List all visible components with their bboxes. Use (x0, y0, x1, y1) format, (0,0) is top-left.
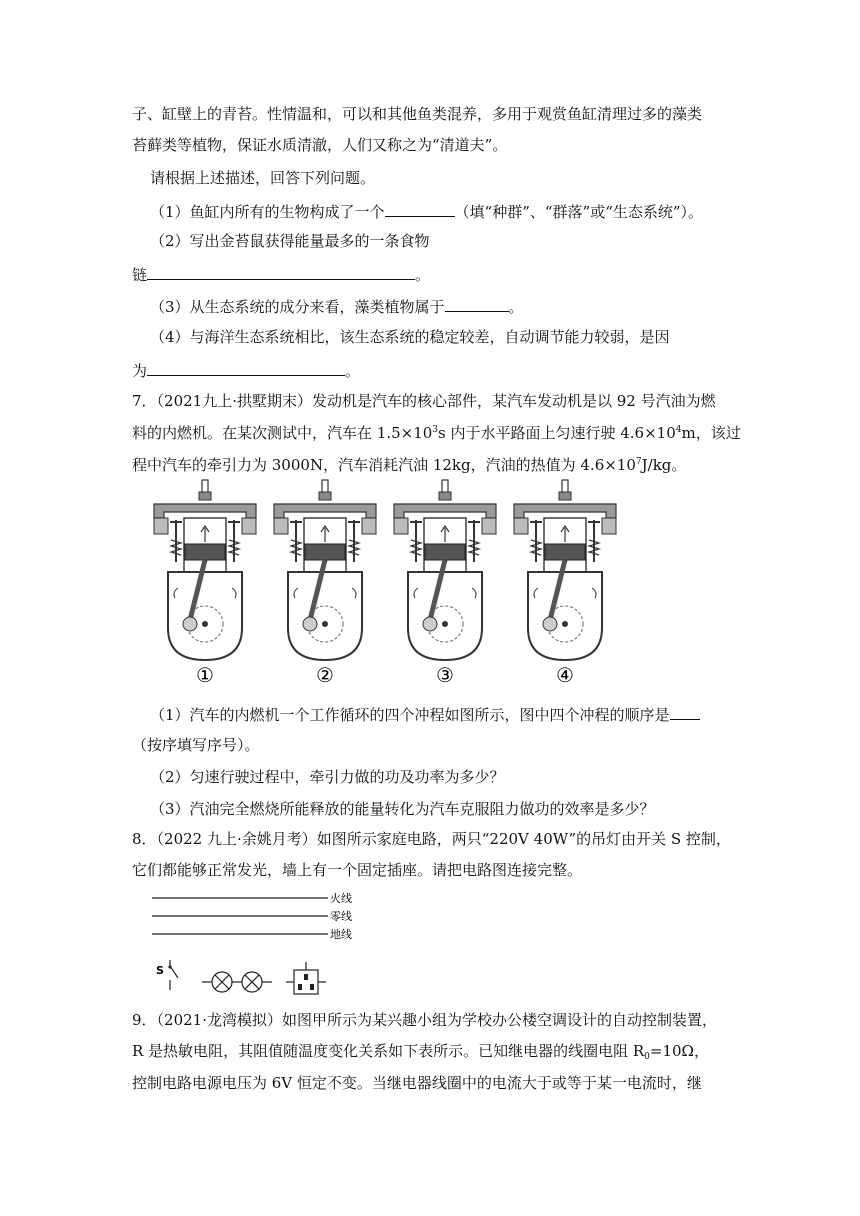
question-7-3: （3）汽油完全燃烧所能释放的能量转化为汽车克服阻力做功的效率是多少？ (150, 800, 655, 818)
text-line (132, 423, 741, 443)
exponent: 3 (432, 425, 439, 435)
text: m，该过 (681, 424, 741, 442)
text: 料的内燃机。在某次测试中，汽车在 1.5×10 (132, 424, 433, 442)
answer-blank[interactable] (147, 263, 415, 280)
text: （1）汽车的内燃机一个工作循环的四个冲程如图所示，图中四个冲程的顺序是 (150, 706, 670, 724)
text: J/kg。 (641, 456, 687, 474)
question-7-1-continued: （按序填写序号）。 (132, 736, 260, 754)
question-6-4: （4）与海洋生态系统相比，该生态系统的稳定较差，自动调节能力较弱，是因 (150, 328, 670, 346)
ground-wire-label: 地线 (330, 928, 352, 941)
question-6-3 (150, 295, 524, 317)
text-line: 子、缸壁上的青苔。性情温和，可以和其他鱼类混养，多用于观赏鱼缸清理过多的藻类 (132, 105, 703, 123)
wall-socket-icon (286, 962, 326, 994)
exponent: 7 (635, 457, 642, 467)
text: 。 (415, 266, 431, 284)
answer-blank[interactable] (445, 295, 509, 312)
household-circuit-figure (150, 886, 360, 998)
question-9-heading: 9．（2021·龙湾模拟）如图甲所示为某兴趣小组为学校办公楼空调设计的自动控制装置， (132, 1011, 717, 1029)
lamp-icon (242, 972, 262, 992)
question-7-heading: 7．（2021九上·拱墅期末）发动机是汽车的核心部件，某汽车发动机是以 92 号汽油为燃 (132, 392, 716, 410)
lamp-icon (212, 972, 232, 992)
neutral-wire-label: 零线 (330, 910, 352, 923)
question-7-2: （2）匀速行驶过程中，牵引力做的功及功率为多少？ (150, 768, 505, 786)
answer-blank[interactable] (385, 200, 455, 217)
text: 。 (508, 298, 524, 316)
subscript: 0 (644, 1052, 650, 1062)
answer-blank[interactable] (670, 703, 700, 720)
text: 程中汽车的牵引力为 3000N，汽车消耗汽油 12kg，汽油的热值为 4.6×10 (132, 456, 636, 474)
text: （1）鱼缸内所有的生物构成了一个 (150, 203, 385, 221)
text: 。 (345, 362, 361, 380)
text-line: 请根据上述描述，回答下列问题。 (150, 169, 376, 187)
switch-pivot (168, 965, 171, 968)
engine-label-2: ② (316, 663, 334, 687)
engine-label-3: ③ (436, 663, 454, 687)
question-6-4-continued (132, 359, 360, 381)
text-line (132, 1041, 709, 1061)
live-wire-label: 火线 (330, 892, 352, 905)
text: s 内于水平路面上匀速行驶 4.6×10 (438, 424, 676, 442)
engine-label-1: ① (196, 663, 214, 687)
engine-label-4: ④ (556, 663, 574, 687)
text: （3）从生态系统的成分来看，藻类植物属于 (150, 298, 445, 316)
question-6-2-continued (132, 263, 430, 285)
engine-strokes-figure (150, 478, 630, 688)
question-7-1 (150, 703, 700, 725)
text: =10Ω， (649, 1042, 709, 1060)
text: （填“种群”、“群落”或“生态系统”）。 (454, 203, 704, 221)
question-6-2: （2）写出金苔鼠获得能量最多的一条食物 (150, 232, 430, 250)
text: R 是热敏电阻，其阻值随温度变化关系如下表所示。已知继电器的线圈电阻 R (132, 1042, 645, 1060)
text-line (132, 455, 686, 475)
answer-blank[interactable] (147, 359, 345, 376)
text-line: 控制电路电源电压为 6V 恒定不变。当继电器线圈中的电流大于或等于某一电流时，继 (132, 1074, 702, 1092)
text-line: 它们都能够正常发光，墙上有一个固定插座。请把电路图连接完整。 (132, 861, 583, 879)
question-8-heading: 8．（2022 九上·余姚月考）如图所示家庭电路，两只“220V 40W”的吊灯由开关 S 控制， (132, 830, 731, 848)
switch-label: S (156, 964, 164, 977)
text: 为 (132, 362, 148, 380)
text-line: 苔藓类等植物，保证水质清澈，人们又称之为“清道夫”。 (132, 136, 508, 154)
question-6-1 (150, 200, 703, 222)
exponent: 4 (675, 425, 682, 435)
text: 链 (132, 266, 148, 284)
